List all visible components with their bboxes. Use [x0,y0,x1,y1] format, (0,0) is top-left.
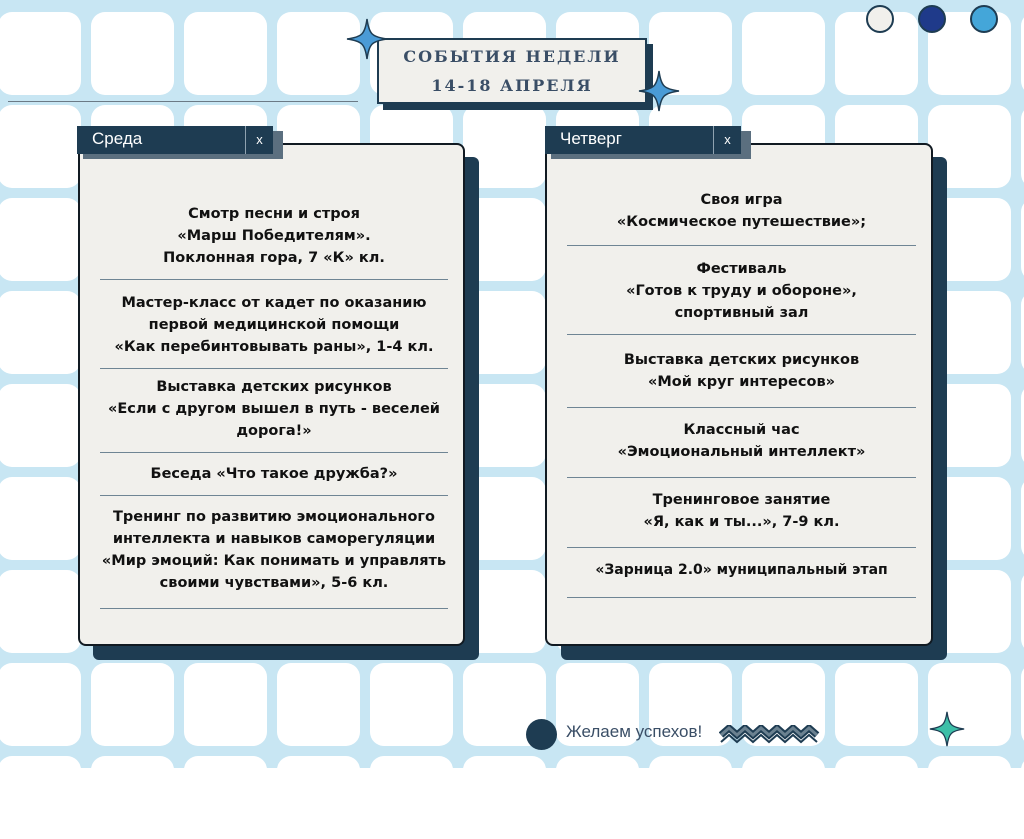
grid-tile [0,663,81,746]
dark-blue-circle-decoration [918,5,946,33]
event-item: Своя игра «Космическое путешествие»; [616,192,867,230]
grid-tile [277,663,360,746]
title-line-1: СОБЫТИЯ НЕДЕЛИ [403,47,621,66]
event-item: Мастер-класс от кадет по оказанию первой медицинской помощи «Как перебинтовывать раны», 1-4 кл. [114,295,434,355]
tab-label: Четверг [560,129,622,148]
divider [567,597,916,598]
title-line-2: 14-18 АПРЕЛЯ [431,76,593,95]
grid-tile [649,756,732,839]
event-item: Тренинговое занятие «Я, как и ты...», 7-9 кл. [643,492,840,530]
light-circle-decoration [866,5,894,33]
event-item: Выставка детских рисунков «Если с другом вышел в путь - веселей дорога!» [108,379,440,439]
tab-label: Среда [92,129,143,148]
grid-tile [742,756,825,839]
footer-dot-icon [526,719,557,750]
divider [100,495,448,496]
panel-wednesday [78,143,465,646]
grid-tile [91,756,174,839]
close-button[interactable]: x [245,126,273,154]
event-list-thursday [567,189,916,598]
panel-thursday [545,143,933,646]
divider [567,245,916,246]
divider [100,279,448,280]
grid-tile [835,663,918,746]
grid-tile [0,291,81,374]
zigzag-icon [719,725,821,745]
page-title [377,38,647,104]
divider [567,477,916,478]
star-icon [638,70,680,112]
grid-tile [928,756,1011,839]
grid-tile [277,756,360,839]
tab-wednesday[interactable] [77,126,273,154]
star-icon [346,18,388,60]
grid-tile [0,477,81,560]
grid-tile [463,756,546,839]
grid-tile [0,756,81,839]
event-list-wednesday [100,203,448,609]
grid-tile [0,12,81,95]
event-item: Смотр песни и строя «Марш Победителям». Поклонная гора, 7 «К» кл. [163,206,385,266]
divider [567,407,916,408]
divider [100,608,448,609]
grid-tile [91,12,174,95]
event-item: Выставка детских рисунков «Мой круг интересов» [623,352,860,390]
title-underline [8,101,358,102]
grid-tile [0,570,81,653]
divider [567,547,916,548]
tab-thursday[interactable] [545,126,741,154]
grid-tile [0,384,81,467]
grid-tile [0,105,81,188]
grid-tile [184,663,267,746]
grid-tile [835,756,918,839]
grid-tile [91,663,174,746]
grid-tile [370,756,453,839]
divider [100,368,448,369]
footer-message: Желаем успехов! [566,722,703,741]
grid-tile [0,198,81,281]
close-button[interactable]: x [713,126,741,154]
grid-tile [184,756,267,839]
event-item: Классный час «Эмоциональный интеллект» [617,422,866,460]
event-item: Фестиваль «Готов к труду и обороне», спортивный зал [626,261,857,321]
grid-tile [370,663,453,746]
grid-tile [184,12,267,95]
grid-tile [556,756,639,839]
event-item: Беседа «Что такое дружба?» [150,466,398,482]
divider [567,334,916,335]
event-item: Тренинг по развитию эмоционального интеллекта и навыков саморегуляции «Мир эмоций: Как понимать и управлять своими чувствами», 5-6 кл. [101,509,447,591]
grid-tile [742,12,825,95]
event-item: «Зарница 2.0» муниципальный этап [595,562,888,578]
divider [100,452,448,453]
star-icon [929,711,965,747]
light-blue-circle-decoration [970,5,998,33]
